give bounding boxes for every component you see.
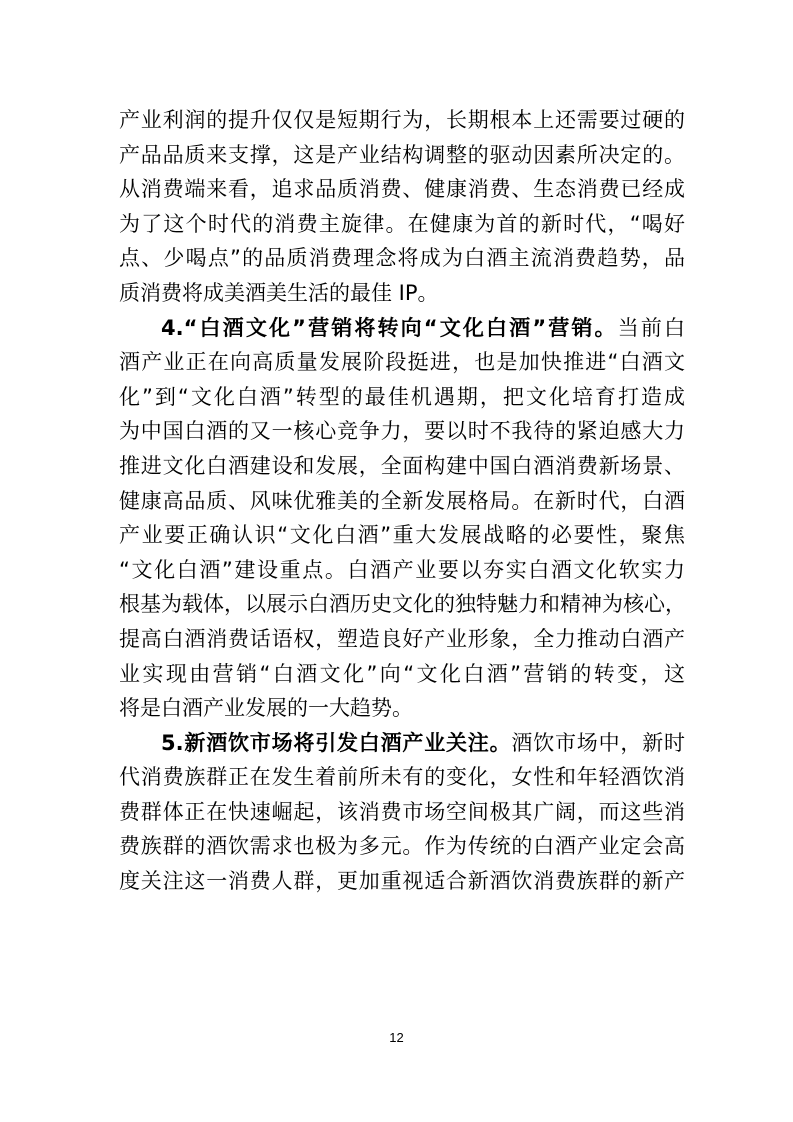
text-line: 代消费族群正在发生着前所未有的变化，女性和年轻酒饮消 <box>119 765 685 790</box>
text-line: 从消费端来看，追求品质消费、健康消费、生态消费已经成 <box>119 177 685 202</box>
section-heading: 4.“白酒文化”营销将转向“文化白酒”营销。 <box>161 315 618 340</box>
text-line: 为了这个时代的消费主旋律。在健康为首的新时代，“喝好 <box>119 211 685 236</box>
text-line: 提高白酒消费话语权，塑造良好产业形象，全力推动白酒产 <box>119 626 685 651</box>
text-line: “文化白酒”建设重点。白酒产业要以夯实白酒文化软实力 <box>119 557 685 582</box>
paragraph-first-line <box>119 726 685 761</box>
text-line: 健康高品质、风味优雅美的全新发展格局。在新时代，白酒 <box>119 488 685 513</box>
text-line: 产业利润的提升仅仅是短期行为，长期根本上还需要过硬的 <box>119 108 685 132</box>
text-line: 根基为载体，以展示白酒历史文化的独特魅力和精神为核心， <box>119 592 686 617</box>
text-line: 费族群的酒饮需求也极为多元。作为传统的白酒产业定会高 <box>119 834 685 859</box>
text-run: 当前白 <box>617 315 686 340</box>
text-line: 费群体正在快速崛起，该消费市场空间极其广阔，而这些消 <box>119 799 685 824</box>
text-line: 将是白酒产业发展的一大趋势。 <box>119 696 413 721</box>
body-text <box>119 103 685 899</box>
paragraph-first-line <box>119 311 685 346</box>
text-line: 业实现由营销“白酒文化”向“文化白酒”营销的转变，这 <box>119 661 685 686</box>
text-line: 产业要正确认识“文化白酒”重大发展战略的必要性，聚焦 <box>119 523 685 548</box>
text-run: 酒饮市场中，新时 <box>511 730 686 755</box>
section-heading: 5.新酒饮市场将引发白酒产业关注。 <box>161 730 512 755</box>
text-line: 产品品质来支撑，这是产业结构调整的驱动因素所决定的。 <box>119 142 685 167</box>
text-line: 化”到“文化白酒”转型的最佳机遇期，把文化培育打造成 <box>119 384 685 409</box>
text-line: 点、少喝点”的品质消费理念将成为白酒主流消费趋势，品 <box>119 246 685 271</box>
text-line: 质消费将成美酒美生活的最佳 IP。 <box>119 280 439 305</box>
text-line: 度关注这一消费人群，更加重视适合新酒饮消费族群的新产 <box>119 869 685 894</box>
text-line: 推进文化白酒建设和发展，全面构建中国白酒消费新场景、 <box>119 453 685 478</box>
text-line: 为中国白酒的又一核心竞争力，要以时不我待的紧迫感大力 <box>119 419 685 444</box>
page-number: 12 <box>389 1030 404 1045</box>
text-line: 酒产业正在向高质量发展阶段挺进，也是加快推进“白酒文 <box>119 350 685 375</box>
